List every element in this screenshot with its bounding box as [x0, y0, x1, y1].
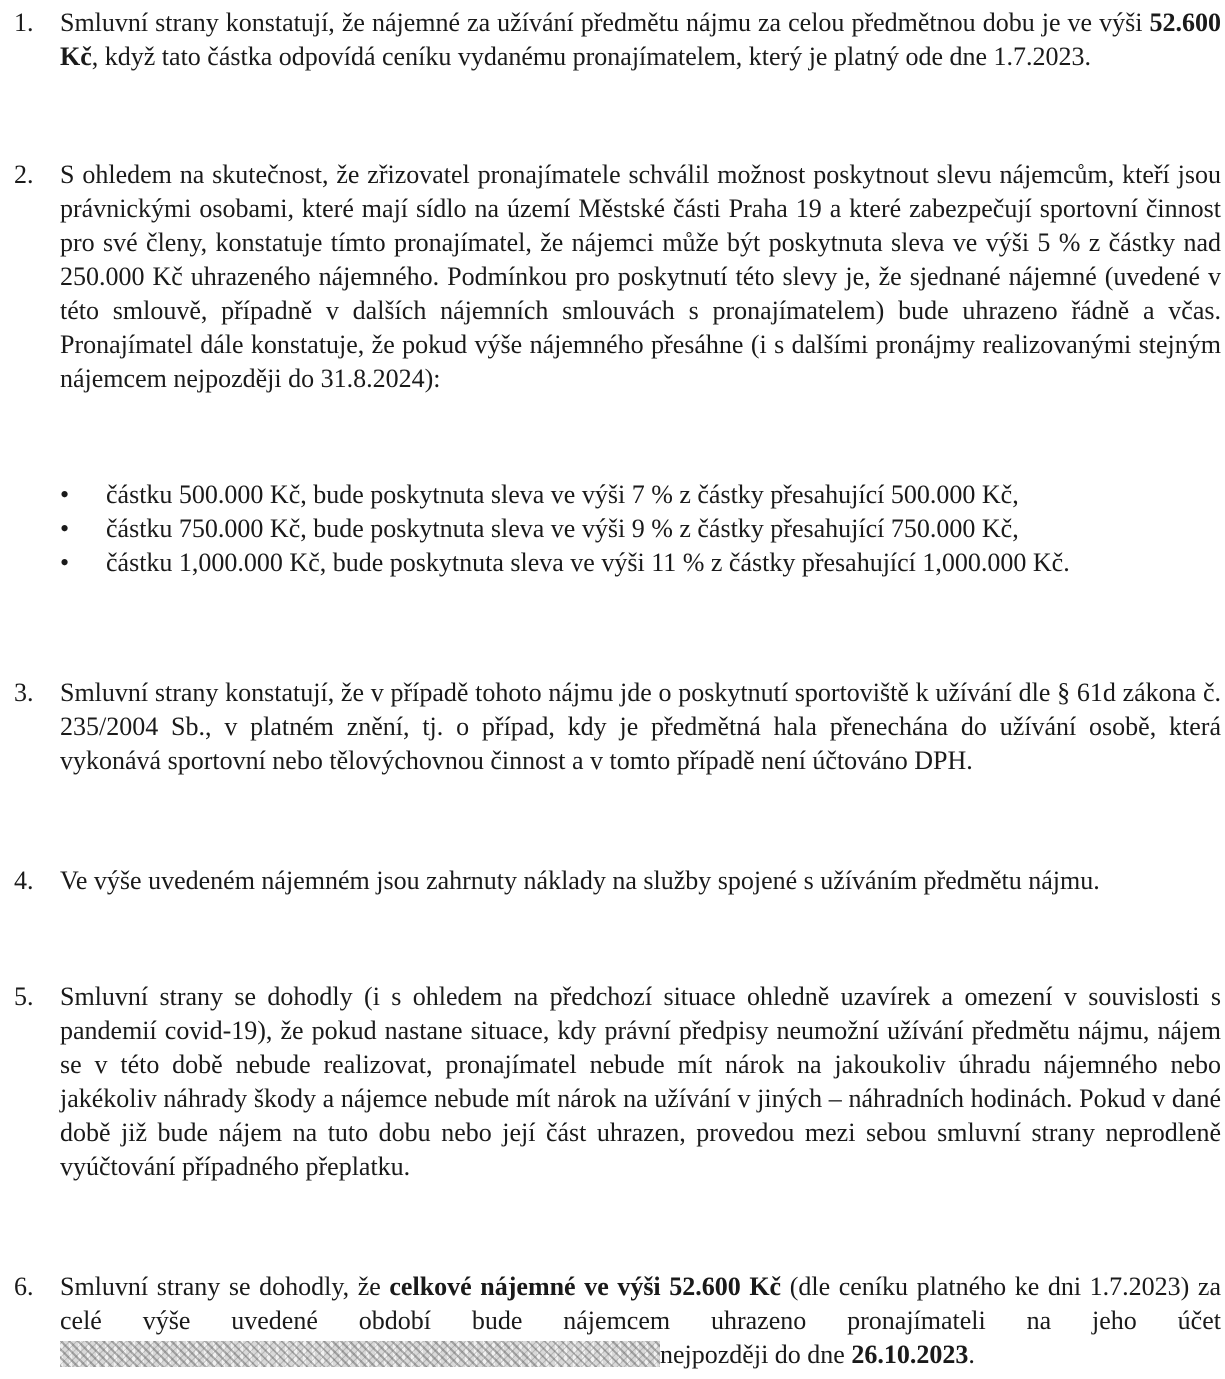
- clause-number: 4.: [14, 866, 34, 895]
- discount-list: [14, 478, 1221, 580]
- clause-number: 5.: [14, 982, 34, 1011]
- rent-amount: 52.600 Kč: [60, 8, 1221, 71]
- total-rent: celkové nájemné ve výši 52.600 Kč: [389, 1272, 782, 1301]
- clause-5: [14, 980, 1221, 1184]
- clause-number: 3.: [14, 678, 34, 707]
- clause-2: [14, 158, 1221, 396]
- list-item: • částku 750.000 Kč, bude poskytnuta sleva ve výši 9 % z částky přesahující 750.000 Kč,: [60, 512, 1221, 546]
- redacted-account-number: [60, 1341, 660, 1367]
- clause-6: [14, 1270, 1221, 1372]
- clause-text: Smluvní strany konstatují, že nájemné za užívání předmětu nájmu za celou předmětnou dobu je ve výši 52.600 Kč, když tato částka odpovídá ceníku vydanému pronajímatelem, který je platný ode dne 1.7.2023.: [60, 8, 1221, 71]
- clause-text: Ve výše uvedeném nájemném jsou zahrnuty náklady na služby spojené s užíváním předmětu nájmu.: [60, 866, 1100, 895]
- clause-number: 2.: [14, 160, 34, 189]
- due-date: 26.10.2023: [851, 1340, 969, 1369]
- bullet-icon: •: [60, 548, 70, 577]
- clause-text: Smluvní strany konstatují, že v případě tohoto nájmu jde o poskytnutí sportoviště k užívání dle § 61d zákona č. 235/2004 Sb., v platném znění, tj. o případ, kdy je předmětná hala přenechána do užívání osobě, která vykonává sportovní nebo tělovýchovnou činnost a v tomto případě není účtováno DPH.: [60, 678, 1221, 775]
- clause-text: Smluvní strany se dohodly, že celkové nájemné ve výši 52.600 Kč (dle ceníku platného ke dni 1.7.2023) za celé výše uvedené období bude nájemcem uhrazeno pronajímateli na jeho účet nejpozději do dne 26.10.2023.: [60, 1272, 1221, 1369]
- clause-number: 6.: [14, 1272, 34, 1301]
- bullet-icon: •: [60, 480, 70, 509]
- clause-text: S ohledem na skutečnost, že zřizovatel pronajímatele schválil možnost poskytnout slevu nájemcům, kteří jsou právnickými osobami, které mají sídlo na území Městské části Praha 19 a které zabezpečují sportovní činnost pro své členy, konstatuje tímto pronajímatel, že nájemci může být poskytnuta sleva ve výši 5 % z částky nad 250.000 Kč uhrazeného nájemného. Podmínkou pro poskytnutí této slevy je, že sjednané nájemné (uvedené v této smlouvě, případně v dalších nájemních smlouvách s pronajímatelem) bude uhrazeno řádně a včas. Pronajímatel dále konstatuje, že pokud výše nájemného přesáhne (i s dalšími pronájmy realizovanými stejným nájemcem nejpozději do 31.8.2024):: [60, 160, 1221, 393]
- clause-number: 1.: [14, 8, 34, 37]
- list-item: • částku 1,000.000 Kč, bude poskytnuta sleva ve výši 11 % z částky přesahující 1,000.000 Kč.: [60, 546, 1221, 580]
- clause-1: [14, 6, 1221, 74]
- bullet-icon: •: [60, 514, 70, 543]
- clause-text: Smluvní strany se dohodly (i s ohledem na předchozí situace ohledně uzavírek a omezení v souvislosti s pandemií covid-19), že pokud nastane situace, kdy právní předpisy neumožní užívání předmětu nájmu, nájem se v této době nebude realizovat, pronajímatel nebude mít nárok na jakoukoliv úhradu nájemného nebo jakékoliv náhrady škody a nájemce nebude mít nárok na užívání v jiných – náhradních hodinách. Pokud v dané době již bude nájem na tuto dobu nebo její část uhrazen, provedou mezi sebou smluvní strany neprodleně vyúčtování případného přeplatku.: [60, 982, 1221, 1181]
- list-item: • částku 500.000 Kč, bude poskytnuta sleva ve výši 7 % z částky přesahující 500.000 Kč,: [60, 478, 1221, 512]
- clause-4: [14, 864, 1221, 898]
- clause-3: [14, 676, 1221, 778]
